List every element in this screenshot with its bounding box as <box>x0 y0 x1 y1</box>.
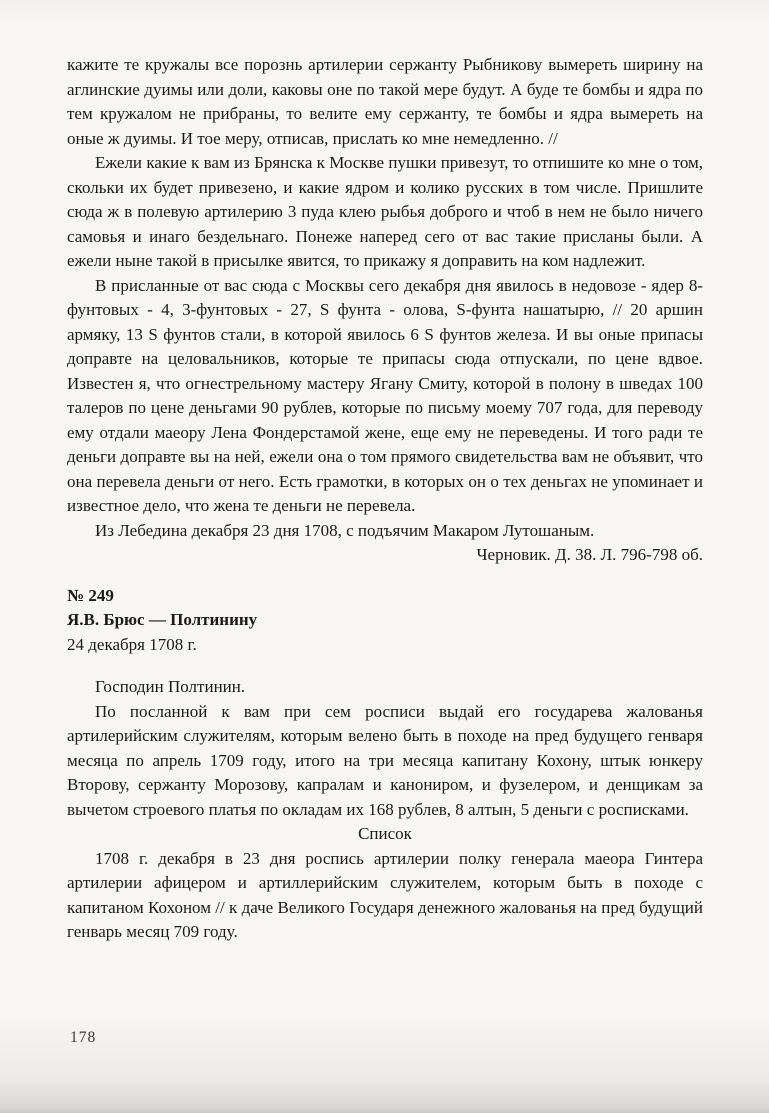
paragraph: В присланные от вас сюда с Москвы сего декабря дня явилось в недовозе - ядер 8-фунтовых - 4, 3-фунтовых - 27, S фунта - олова, S-фунта нашатырю, // 20 аршин армяку, 13 S фунтов стали, в которой явилось 6 S фунтов железа. И вы оные припасы доправте на целовальников, которые те припасы сюда отпускали, по цене вдвое. Известен я, что огнестрельному мастеру Ягану Смиту, которой в полону в шведах 100 талеров по цене деньгами 90 рублев, которые по письму моему 707 года, для переводу ему отдали маеору Лена Фондерстамой жене, еще ему не переведены. И того ради те деньги доправте вы на ней, ежели она о том прямого свидетельства вам не объявит, что она перевела деньги от него. Есть грамотки, в которых он о тех деньгах не упоминает и известное дело, что жена те деньги не перевела. <box>67 275 703 515</box>
paragraph: Ежели какие к вам из Брянска к Москве пушки привезут, то отпишите ко мне о том, скольки их будет привезено, и какие ядром и колико русских в том числе. Пришлите сюда ж в полевую артилерию 3 пуда клею рыбья доброго и чтоб в нем не было ничего самовья и инаго бездельнаго. Понеже наперед сего от вас такие присланы были. А ежели ныне такой в присылке явится, то прикажу я доправить на ком надлежит. <box>67 153 703 270</box>
salutation: Господин Полтинин. <box>95 677 246 696</box>
document-date: 24 декабря 1708 г. <box>67 634 197 654</box>
document-number: № 249 <box>67 585 114 605</box>
paragraph: По посланной к вам при сем росписи выдай его государева жалованья артилерийским служителям, которым велено быть в походе на пред будущего генваря месяца по апрель 1709 году, итого на три месяца капитану Кохону, штык юнкеру Второву, сержанту Морозову, капралам и канониром, и фузелером, и денщикам за вычетом строевого платья по окладам их 168 рублев, 8 алтын, 5 деньги с росписками. <box>67 701 703 819</box>
page-number: 178 <box>70 1029 97 1046</box>
closing-line: Из Лебедина декабря 23 дня 1708, с подъячим Макаром Лутошаным. <box>95 520 595 540</box>
document-title: Я.В. Брюс — Полтинину <box>67 610 258 629</box>
text-block <box>67 53 703 945</box>
document-heading <box>67 584 703 658</box>
paragraph: 1708 г. декабря в 23 дня роспись артилерии полку генерала маеора Гинтера артилерии афицером и артиллерийским служителем, которым быть в походе с капитаном Кохоном // к даче Великого Государя денежного жалованья на пред будущий генварь месяц 709 году. <box>67 848 703 941</box>
paragraph-continuation: кажите те кружалы все порознь артилерии сержанту Рыбникову вымереть ширину на аглинские дуимы или доли, каковы оне по такой мере будут. А буде те бомбы и ядра по тем кружалом не прибраны, то велите ему сержанту, те бомбы и ядра вымереть на оные ж дуимы. И тое меру, отписав, прислать ко мне немедленно. // <box>67 55 703 148</box>
list-heading: Список <box>358 824 412 843</box>
archival-note: Черновик. Д. 38. Л. 796-798 об. <box>476 545 703 564</box>
